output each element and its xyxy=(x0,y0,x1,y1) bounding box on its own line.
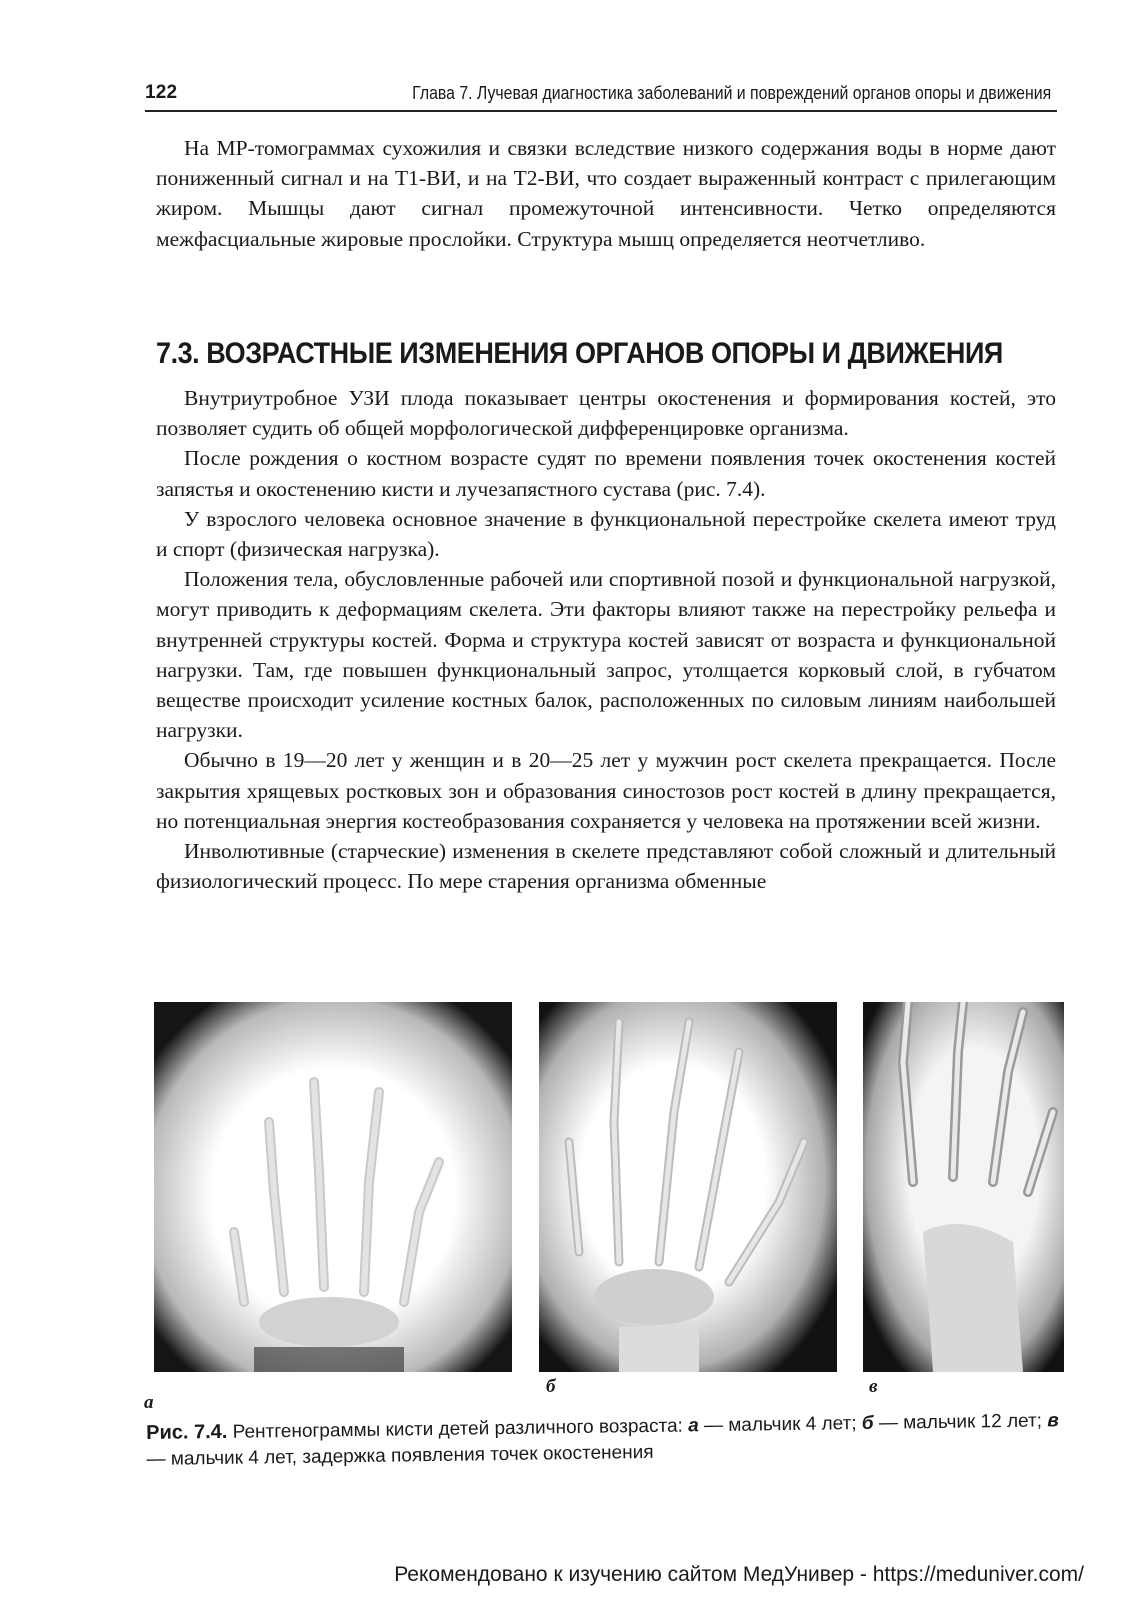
radiograph-c xyxy=(863,1002,1064,1372)
figure-caption xyxy=(146,1407,1067,1473)
caption-text: — мальчик 4 лет, задержка появления точек окостенения xyxy=(146,1441,654,1470)
caption-text: — мальчик 12 лет; xyxy=(873,1410,1048,1434)
section-heading: 7.3. ВОЗРАСТНЫЕ ИЗМЕНЕНИЯ ОРГАНОВ ОПОРЫ И ДВИЖЕНИЯ xyxy=(156,337,1003,370)
paragraph: У взрослого человека основное значение в функциональной перестройке скелета имеют труд и спорт (физическая нагрузка). xyxy=(156,506,1056,562)
paragraph: Обычно в 19—20 лет у женщин и в 20—25 лет у мужчин рост скелета прекращается. После закрытия хрящевых ростковых зон и образования синостозов рост костей в длину прекращается, но потенциальная энергия костеобразования сохраняется у человека на протяжении всей жизни. xyxy=(156,748,1056,833)
caption-panel-ref: б xyxy=(861,1412,874,1435)
panel-label-c: в xyxy=(869,1376,878,1397)
caption-text: — мальчик 4 лет; xyxy=(698,1413,862,1437)
paragraph: На МР-томограммах сухожилия и связки вследствие низкого содержания воды в норме дают пониженный сигнал и на T1-ВИ, и на T2-ВИ, что создает выраженный контраст с прилегающим жиром. Мышцы дают сигнал промежуточной интенсивности. Четко определяются межфасциальные жировые прослойки. Структура мышц определяется неотчетливо. xyxy=(156,136,1056,251)
caption-text: Рентгенограммы кисти детей различного возраста: xyxy=(232,1415,689,1443)
paragraph: Положения тела, обусловленные рабочей или спортивной позой и функциональной нагрузкой, могут приводить к деформациям скелета. Эти факторы влияют также на перестройку рельефа и внутренней структуры костей. Форма и структура костей зависят от возраста и функциональной нагрузки. Там, где повышен функциональный запрос, утолщается корковый слой, в губчатом веществе происходит усиление костных балок, расположенных по силовым линиям наибольшей нагрузки. xyxy=(156,567,1056,743)
panel-label-b: б xyxy=(546,1376,556,1397)
panel-label-a: а xyxy=(144,1392,154,1413)
figure-label: Рис. 7.4. xyxy=(146,1420,228,1444)
running-title: Глава 7. Лучевая диагностика заболеваний и повреждений органов опоры и движения xyxy=(411,83,1051,103)
paragraph: Внутриутробное УЗИ плода показывает центры окостенения и формирования костей, это позволяет судить об общей морфологической дифференцировке организма. xyxy=(156,386,1056,441)
page-number: 122 xyxy=(145,82,178,103)
caption-panel-ref: в xyxy=(1047,1410,1059,1432)
section-body xyxy=(156,383,1056,896)
radiograph-b xyxy=(539,1002,837,1372)
paragraph: После рождения о костном возрасте судят по времени появления точек окостенения костей запястья и окостенению кисти и лучезапястного сустава (рис. 7.4). xyxy=(156,446,1056,501)
radiograph-a xyxy=(154,1002,512,1372)
watermark-text: Рекомендовано к изучению сайтом МедУнивер - https://meduniver.com/ xyxy=(394,1563,1084,1586)
intro-text xyxy=(156,133,1056,254)
figure-7-4 xyxy=(154,1002,1064,1372)
running-header xyxy=(145,80,1057,112)
caption-panel-ref: а xyxy=(687,1415,699,1437)
paragraph: Инволютивные (старческие) изменения в скелете представляют собой сложный и длительный физиологический процесс. По мере старения организма обменные xyxy=(156,839,1056,894)
